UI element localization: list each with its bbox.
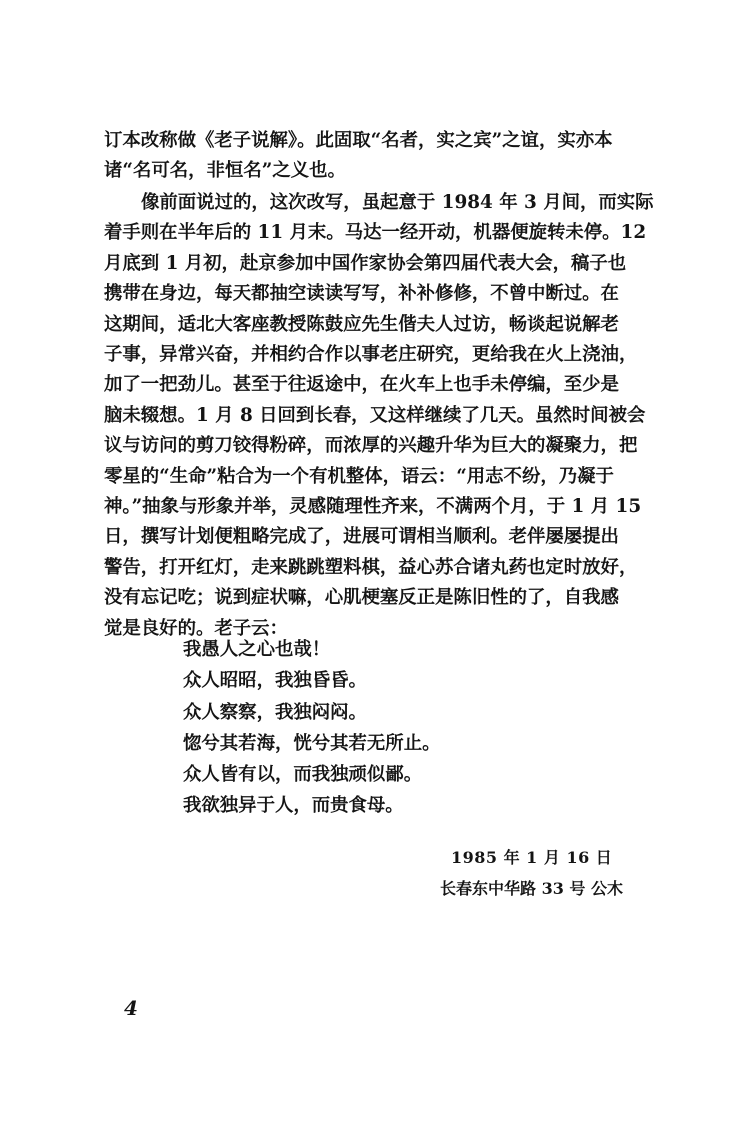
verse-line: 众人皆有以，而我独顽似鄙。: [183, 764, 423, 786]
text-line: 加了一把劲儿。甚至于往返途中，在火车上也手未停编，至少是: [104, 374, 619, 396]
text-line: 没有忘记吃；说到症状嘛，心肌梗塞反正是陈旧性的了，自我感: [104, 587, 619, 609]
verse-line: 我欲独异于人，而贵食母。: [183, 795, 404, 817]
text-line: 这期间，适北大客座教授陈鼓应先生偕夫人过访，畅谈起说解老: [104, 313, 619, 335]
text-line: 诸“名可名，非恒名”之义也。: [104, 160, 346, 182]
text-line: 月底到 1 月初，赴京参加中国作家协会第四届代表大会，稿子也: [104, 252, 627, 274]
signature-date: 1985 年 1 月 16 日: [451, 848, 613, 867]
verse-line: 众人昭昭，我独昏昏。: [183, 670, 367, 692]
text-line: 日，撰写计划便粗略完成了，进展可谓相当顺利。老伴屡屡提出: [104, 526, 619, 548]
page-number: 4: [124, 996, 138, 1020]
text-line: 零星的“生命”粘合为一个有机整体，语云：“用志不纷，乃凝于: [104, 465, 614, 487]
text-line: 觉是良好的。老子云：: [104, 617, 288, 639]
quoted-verse: [183, 634, 440, 822]
text-line: 子事，异常兴奋，并相约合作以事老庄研究，更给我在火上浇油，: [104, 344, 638, 366]
text-line: 订本改称做《老子说解》。此固取“名者，实之宾”之谊，实亦本: [104, 130, 613, 151]
paragraph-main: [104, 188, 658, 644]
text-line: 像前面说过的，这次改写，虽起意于 1984 年 3 月间，而实际: [141, 192, 654, 213]
verse-line: 众人察察，我独闷闷。: [183, 701, 367, 723]
verse-line: 惚兮其若海，恍兮其若无所止。: [183, 732, 441, 754]
verse-line: 我愚人之心也哉！: [183, 639, 331, 660]
text-line: 着手则在半年后的 11 月末。马达一经开动，机器便旋转未停。12: [104, 222, 647, 244]
signature-place-author: 长春东中华路 33 号 公木: [440, 879, 623, 898]
text-line: 脑未辍想。1 月 8 日回到长春，又这样继续了几天。虽然时间被会: [104, 404, 646, 426]
text-line: 神。”抽象与形象并举，灵感随理性齐来，不满两个月，于 1 月 15: [104, 496, 642, 518]
text-line: 议与访问的剪刀铰得粉碎，而浓厚的兴趣升华为巨大的凝聚力，把: [104, 435, 638, 457]
text-line: 携带在身边，每天都抽空读读写写，补补修修，不曾中断过。在: [104, 283, 619, 305]
paragraph-continuation: [104, 126, 658, 187]
text-line: 警告，打开红灯，走来跳跳塑料棋，益心苏合诸丸药也定时放好，: [104, 556, 638, 578]
